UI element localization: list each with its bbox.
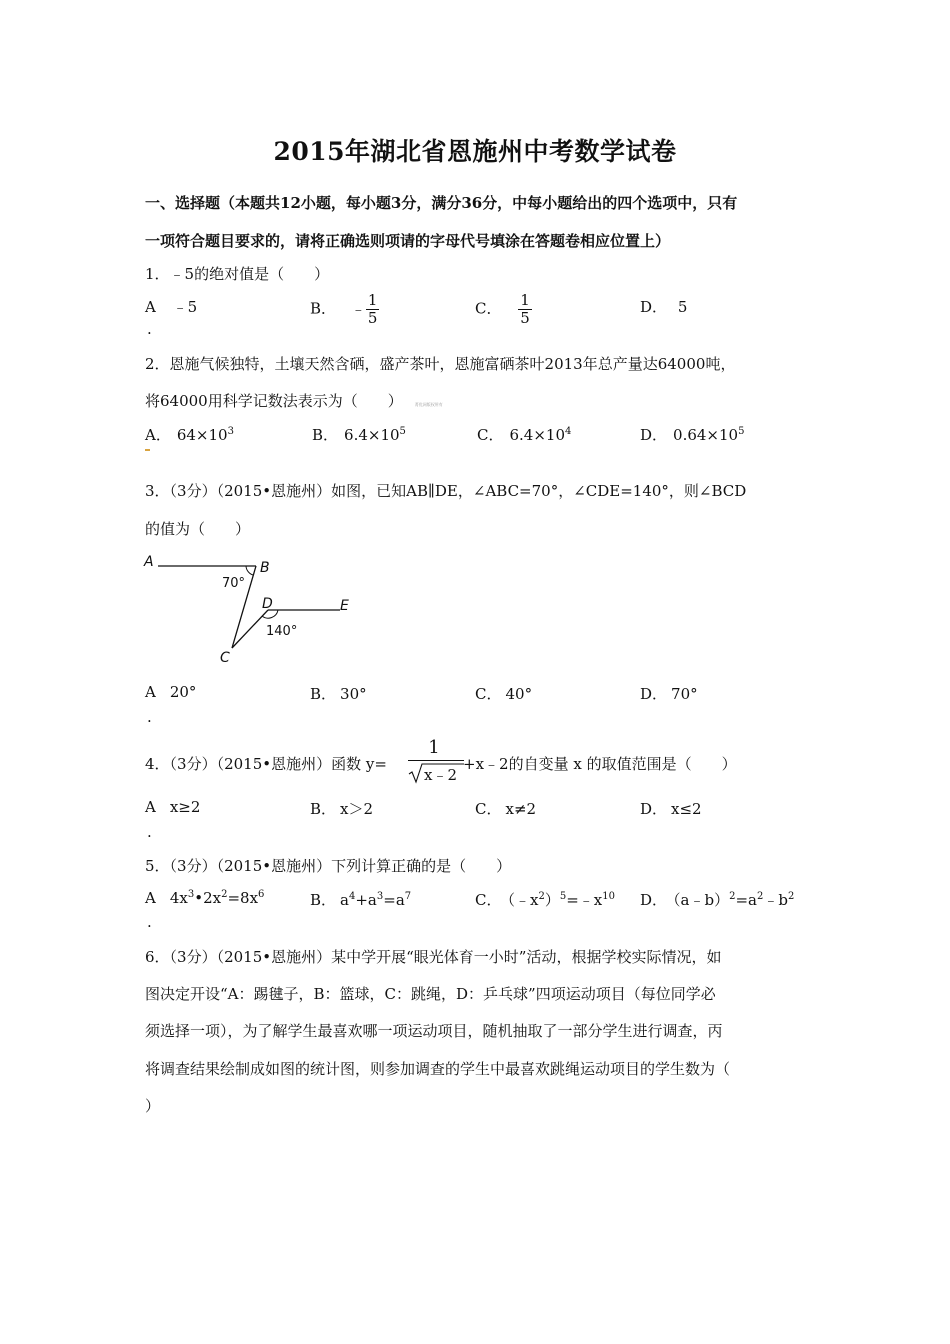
option-label: D． xyxy=(640,891,668,909)
section-heading-line-1: 一、选择题（本题共12小题，每小题3分，满分36分，中每小题给出的四个选项中，只有 xyxy=(145,194,738,212)
option-a-dot: . xyxy=(147,823,152,841)
fraction: $\frac{1}{5}$ xyxy=(520,291,530,327)
option-label: D． xyxy=(640,426,668,444)
q5-option-b[interactable] xyxy=(310,889,411,910)
q4-option-a[interactable] xyxy=(145,798,200,816)
question-3-line-1: 3．（3分）（2015•恩施州）如图，已知AB∥DE，∠ABC=70°，∠CDE=140°，则∠BCD xyxy=(145,482,747,500)
option-text: 70° xyxy=(671,685,698,703)
option-text: 20° xyxy=(169,683,197,701)
point-a-label: A xyxy=(144,554,154,570)
point-c-label: C xyxy=(220,650,230,666)
option-label: A xyxy=(145,798,156,816)
option-text: x≠2 xyxy=(505,800,537,818)
question-4-suffix: +x﹣2的自变量 x 的取值范围是（ ） xyxy=(463,755,737,773)
option-label: C． xyxy=(475,891,502,909)
radicand: x﹣2 xyxy=(424,766,458,784)
option-a-dot: . xyxy=(147,320,152,338)
q1-option-c[interactable] xyxy=(475,292,532,327)
point-b-label: B xyxy=(260,560,270,576)
option-label: D． xyxy=(640,298,668,316)
option-label: A xyxy=(145,889,156,907)
q4-option-b[interactable] xyxy=(310,798,373,819)
angle-b-arc xyxy=(246,566,253,575)
point-e-label: E xyxy=(340,598,349,614)
question-4-prefix: 4．（3分）（2015•恩施州）函数 y= xyxy=(145,755,387,773)
option-label: A． xyxy=(145,426,171,444)
question-6-line-1: 6．（3分）（2015•恩施州）某中学开展“眼光体育一小时”活动，根据学校实际情况，如 xyxy=(145,948,722,966)
question-6-line-3: 须选择一项），为了解学生最喜欢哪一项运动项目，随机抽取了一部分学生进行调查，丙 xyxy=(145,1022,723,1040)
question-2-line-1: 2．恩施气候独特，土壤天然含硒，盛产茶叶，恩施富硒茶叶2013年总产量达64000吨， xyxy=(145,355,736,373)
question-5-stem: 5．（3分）（2015•恩施州）下列计算正确的是（ ） xyxy=(145,857,512,875)
q1-option-a[interactable] xyxy=(145,296,197,317)
option-text: x＞2 xyxy=(340,800,374,818)
fraction-bar xyxy=(408,760,464,761)
q1-option-d[interactable] xyxy=(640,296,687,317)
option-label: C． xyxy=(475,299,502,318)
minus-sign: ﹣ xyxy=(350,299,366,318)
q3-option-b[interactable] xyxy=(310,683,367,704)
option-label: C． xyxy=(477,426,504,444)
option-text: 6.4×10 xyxy=(509,426,565,444)
option-label: D． xyxy=(640,800,668,818)
option-text: ﹣5 xyxy=(172,298,198,316)
geometry-figure xyxy=(140,550,370,670)
question-1-stem: 1．﹣5的绝对值是（ ） xyxy=(145,265,330,283)
q1-option-b[interactable] xyxy=(310,292,379,327)
option-text: x≥2 xyxy=(169,798,201,816)
q2-option-b[interactable]: B． $6.4\times 10^5$ xyxy=(312,426,406,444)
question-2-line-2: 将64000用科学记数法表示为（ ） 菁优网版权所有 xyxy=(145,392,443,410)
option-text: x≤2 xyxy=(671,800,702,818)
page-title: 2015年湖北省恩施州中考数学试卷 xyxy=(273,137,677,166)
q4-option-c[interactable] xyxy=(475,798,536,819)
q3-option-c[interactable] xyxy=(475,683,532,704)
option-text: 0.64×10 xyxy=(673,426,739,444)
option-text: $(﹣x^2)^5=﹣x^{10}$ xyxy=(507,891,615,909)
option-text: 5 xyxy=(677,298,688,316)
q2-option-c[interactable]: C． $6.4\times 10^4$ xyxy=(477,426,572,444)
option-label: B． xyxy=(310,299,337,318)
angle-b-value: 70° xyxy=(222,576,246,591)
radical-fraction xyxy=(404,737,464,783)
fraction: $\frac{1}{5}$ xyxy=(367,291,378,327)
q5-option-d[interactable] xyxy=(640,889,794,910)
question-6-line-2: 图决定开设“A：踢毽子，B：篮球，C：跳绳，D：乒乓球”四项运动项目（每位同学必 xyxy=(145,985,716,1003)
watermark-tiny: 菁优网版权所有 xyxy=(414,402,443,407)
option-label: B． xyxy=(310,685,337,703)
q5-option-a[interactable] xyxy=(145,889,264,907)
option-label: B． xyxy=(312,426,339,444)
q5-option-c[interactable] xyxy=(475,889,615,910)
option-text: $a^4+a^3=a^7$ xyxy=(340,891,412,909)
q3-option-d[interactable] xyxy=(640,683,698,704)
q2-option-a[interactable]: A． $64\times 10^3$ xyxy=(145,426,234,444)
question-6-line-5: ） xyxy=(145,1097,161,1115)
option-a-dot: . xyxy=(147,913,152,931)
fraction-numerator: 1 xyxy=(428,737,440,758)
q4-option-d[interactable] xyxy=(640,798,702,819)
option-label: A xyxy=(145,298,156,316)
question-6-line-4: 将调查结果绘制成如图的统计图，则参加调查的学生中最喜欢跳绳运动项目的学生数为（ xyxy=(145,1060,731,1078)
option-text: 64×10 xyxy=(176,426,228,444)
option-label: B． xyxy=(310,891,337,909)
option-a-dot: . xyxy=(147,708,152,726)
q2-option-d[interactable]: D． $0.64\times 10^5$ xyxy=(640,426,745,444)
q3-option-a[interactable] xyxy=(145,683,196,701)
option-label: B． xyxy=(310,800,337,818)
option-label: A xyxy=(145,683,156,701)
option-label: D． xyxy=(640,685,668,703)
question-3-line-2: 的值为（ ） xyxy=(145,520,251,538)
option-text: 30° xyxy=(340,685,367,703)
option-label: C． xyxy=(475,685,502,703)
point-d-label: D xyxy=(262,596,273,612)
section-heading-line-2: 一项符合题目要求的，请将正确选则项请的字母代号填涂在答题卷相应位置上） xyxy=(145,232,671,250)
option-text: 40° xyxy=(505,685,533,703)
option-text: $4x^3•2x^2=8x^6$ xyxy=(169,889,265,907)
option-text: 6.4×10 xyxy=(344,426,400,444)
option-label: C． xyxy=(475,800,502,818)
angle-d-value: 140° xyxy=(266,624,298,639)
option-text: $(a﹣b)^2=a^2﹣b^2$ xyxy=(673,891,795,909)
mark-dot xyxy=(145,449,150,451)
